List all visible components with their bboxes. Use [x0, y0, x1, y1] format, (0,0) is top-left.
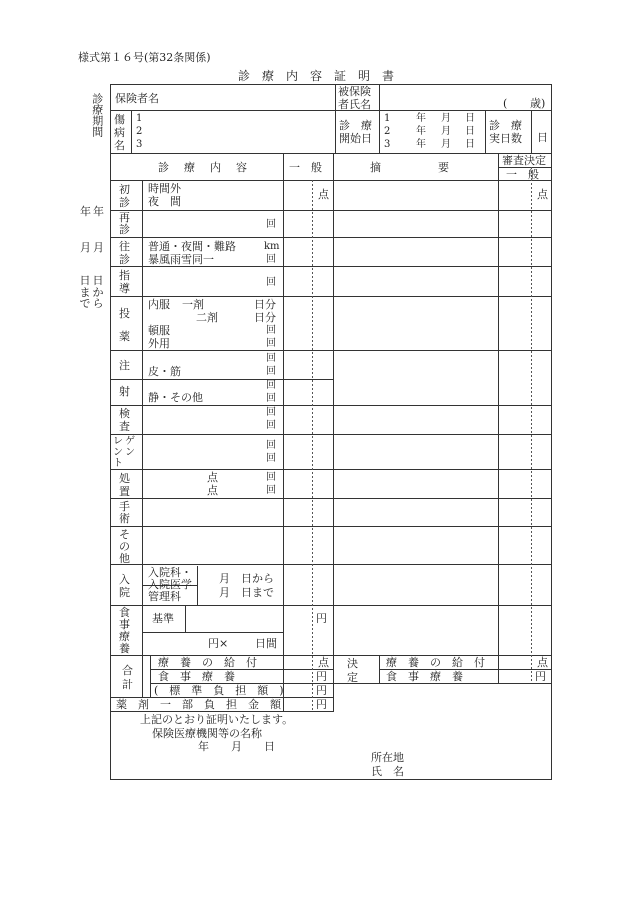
total-burden-yen: 円	[316, 684, 327, 697]
injection-label-top: 注	[119, 359, 130, 372]
home-visit-km: km	[264, 241, 280, 252]
meal-yen-times: 円×	[208, 637, 229, 650]
start-month-3: 月	[441, 139, 451, 150]
subq-label: 皮・筋	[148, 365, 181, 378]
decision-point: 点	[537, 656, 548, 669]
total-meal-yen: 円	[316, 670, 327, 683]
home-visit-normal: 普通・夜間・難路	[148, 240, 236, 253]
meal-standard: 基準	[152, 612, 174, 625]
start-year-3: 年	[416, 139, 426, 150]
home-visit-unit: 回	[266, 254, 276, 265]
procedure-unit-2: 回	[266, 485, 276, 496]
admission-to: 月 日まで	[219, 586, 274, 599]
exam-unit-1: 回	[266, 407, 276, 418]
injury-number-2: 2	[136, 126, 143, 137]
totals-label: 合 計	[122, 664, 133, 691]
procedure-label: 処 置	[119, 472, 130, 498]
external-unit: 回	[266, 338, 276, 349]
insurer-name-label: 保険者名	[115, 92, 159, 105]
period-from: 日 か ら	[92, 274, 104, 311]
injury-number-3: 3	[136, 139, 143, 150]
form-title: 診療内容証明書	[238, 69, 407, 83]
total-care-benefit: 療 養 の 給 付	[158, 656, 257, 669]
start-day-3: 日	[465, 139, 475, 150]
revisit-label: 再 診	[119, 211, 130, 236]
col-review: 審査決定	[502, 154, 546, 167]
night: 夜 間	[148, 195, 181, 208]
guidance-label: 指 導	[119, 269, 130, 295]
col-review-general: 一 般	[506, 168, 539, 181]
iv-unit-2: 回	[266, 393, 276, 404]
decision-yen: 円	[535, 670, 546, 683]
address-label: 所在地	[371, 751, 404, 764]
exam-label: 検 査	[119, 407, 130, 433]
start-number-2: 2	[384, 126, 391, 137]
period-month-left: 月	[80, 241, 91, 254]
injury-label: 傷 病 名	[114, 113, 125, 152]
admission-mgmt: 入院科・ 入院医学 管理科	[148, 566, 192, 603]
home-visit-label: 往 診	[119, 240, 130, 266]
total-point: 点	[318, 656, 329, 669]
col-content: 診 療 内 容	[158, 161, 249, 174]
start-month-2: 月	[441, 126, 451, 137]
medication-label-top: 投	[119, 307, 130, 320]
surgery-label: 手 術	[119, 500, 130, 525]
start-number-1: 1	[384, 113, 391, 124]
period-until: 日 ま で	[79, 274, 91, 311]
period-year-left: 年	[80, 205, 91, 218]
start-month-1: 月	[441, 113, 451, 124]
start-date-label: 診 療 開始日	[339, 119, 372, 145]
certify-date: 年 月 日	[198, 740, 275, 753]
insured-name-label: 被保険 者氏名	[338, 85, 371, 111]
treatment-period-label: 診療期間	[90, 93, 104, 137]
meal-days: 日間	[255, 637, 277, 650]
decision-care-benefit: 療 養 の 給 付	[386, 656, 485, 669]
drug-copay-label: 薬 剤 一 部 負 担 金 額	[116, 698, 281, 711]
col-general: 一 般	[289, 161, 322, 174]
oral-label: 内服	[148, 298, 170, 311]
start-number-3: 3	[384, 139, 391, 150]
two-dose: 二剤	[196, 311, 218, 324]
revisit-unit: 回	[266, 219, 276, 230]
meal-yen: 円	[316, 612, 327, 625]
decision-meal-care: 食 事 療 養	[386, 670, 463, 683]
name-label: 氏 名	[371, 765, 404, 778]
institution-label: 保険医療機関等の名称	[152, 727, 262, 740]
first-visit-point: 点	[318, 188, 329, 201]
start-day-1: 日	[465, 113, 475, 124]
one-dose-days: 日分	[254, 298, 276, 311]
meal-label: 食 事 療 養	[119, 606, 130, 655]
procedure-point-2: 点	[207, 484, 218, 497]
home-visit-storm: 暴風雨雪同一	[148, 253, 214, 266]
xray-label-small: ゲ ン	[125, 436, 135, 458]
total-standard-burden: ( 標 準 負 担 額 )	[154, 684, 284, 697]
start-year-1: 年	[416, 113, 426, 124]
period-year-right: 年	[93, 205, 104, 218]
guidance-unit: 回	[266, 277, 276, 288]
period-month-right: 月	[93, 241, 104, 254]
after-hours: 時間外	[148, 182, 181, 195]
col-summary: 摘 要	[370, 161, 455, 174]
drug-copay-yen: 円	[316, 698, 327, 711]
decision-label: 決 定	[347, 657, 358, 684]
iv-label: 静・その他	[148, 391, 203, 404]
admission-from: 月 日から	[219, 572, 274, 585]
prn-unit: 回	[266, 325, 276, 336]
one-dose: 一剤	[182, 298, 204, 311]
subq-unit-1: 回	[266, 353, 276, 364]
subq-unit-2: 回	[266, 366, 276, 377]
prn-label: 頓服	[148, 324, 170, 337]
total-meal-care: 食 事 療 養	[158, 670, 235, 683]
external-label: 外用	[148, 337, 170, 350]
exam-unit-2: 回	[266, 420, 276, 431]
actual-days-label: 診 療 実日数	[489, 119, 522, 145]
form-number: 様式第１６号(第32条関係)	[78, 51, 211, 64]
injury-number-1: 1	[136, 113, 143, 124]
age-open: (	[503, 97, 508, 110]
start-year-2: 年	[416, 126, 426, 137]
injection-label-bottom: 射	[119, 385, 130, 398]
first-visit-label: 初 診	[119, 183, 130, 209]
xray-unit-1: 回	[266, 440, 276, 451]
age-unit: 歳)	[530, 97, 546, 110]
iv-unit-1: 回	[266, 380, 276, 391]
other-label: そ の 他	[119, 528, 130, 565]
admission-label: 入 院	[119, 573, 130, 599]
start-day-2: 日	[465, 126, 475, 137]
procedure-point-1: 点	[207, 471, 218, 484]
xray-unit-2: 回	[266, 453, 276, 464]
two-dose-days: 日分	[254, 311, 276, 324]
procedure-unit-1: 回	[266, 472, 276, 483]
medication-label-bottom: 薬	[119, 330, 130, 343]
first-visit-review-point: 点	[537, 188, 548, 201]
certify-text: 上記のとおり証明いたします。	[140, 713, 294, 726]
actual-days-unit: 日	[537, 131, 548, 144]
xray-label: レ ン ト	[113, 436, 123, 469]
